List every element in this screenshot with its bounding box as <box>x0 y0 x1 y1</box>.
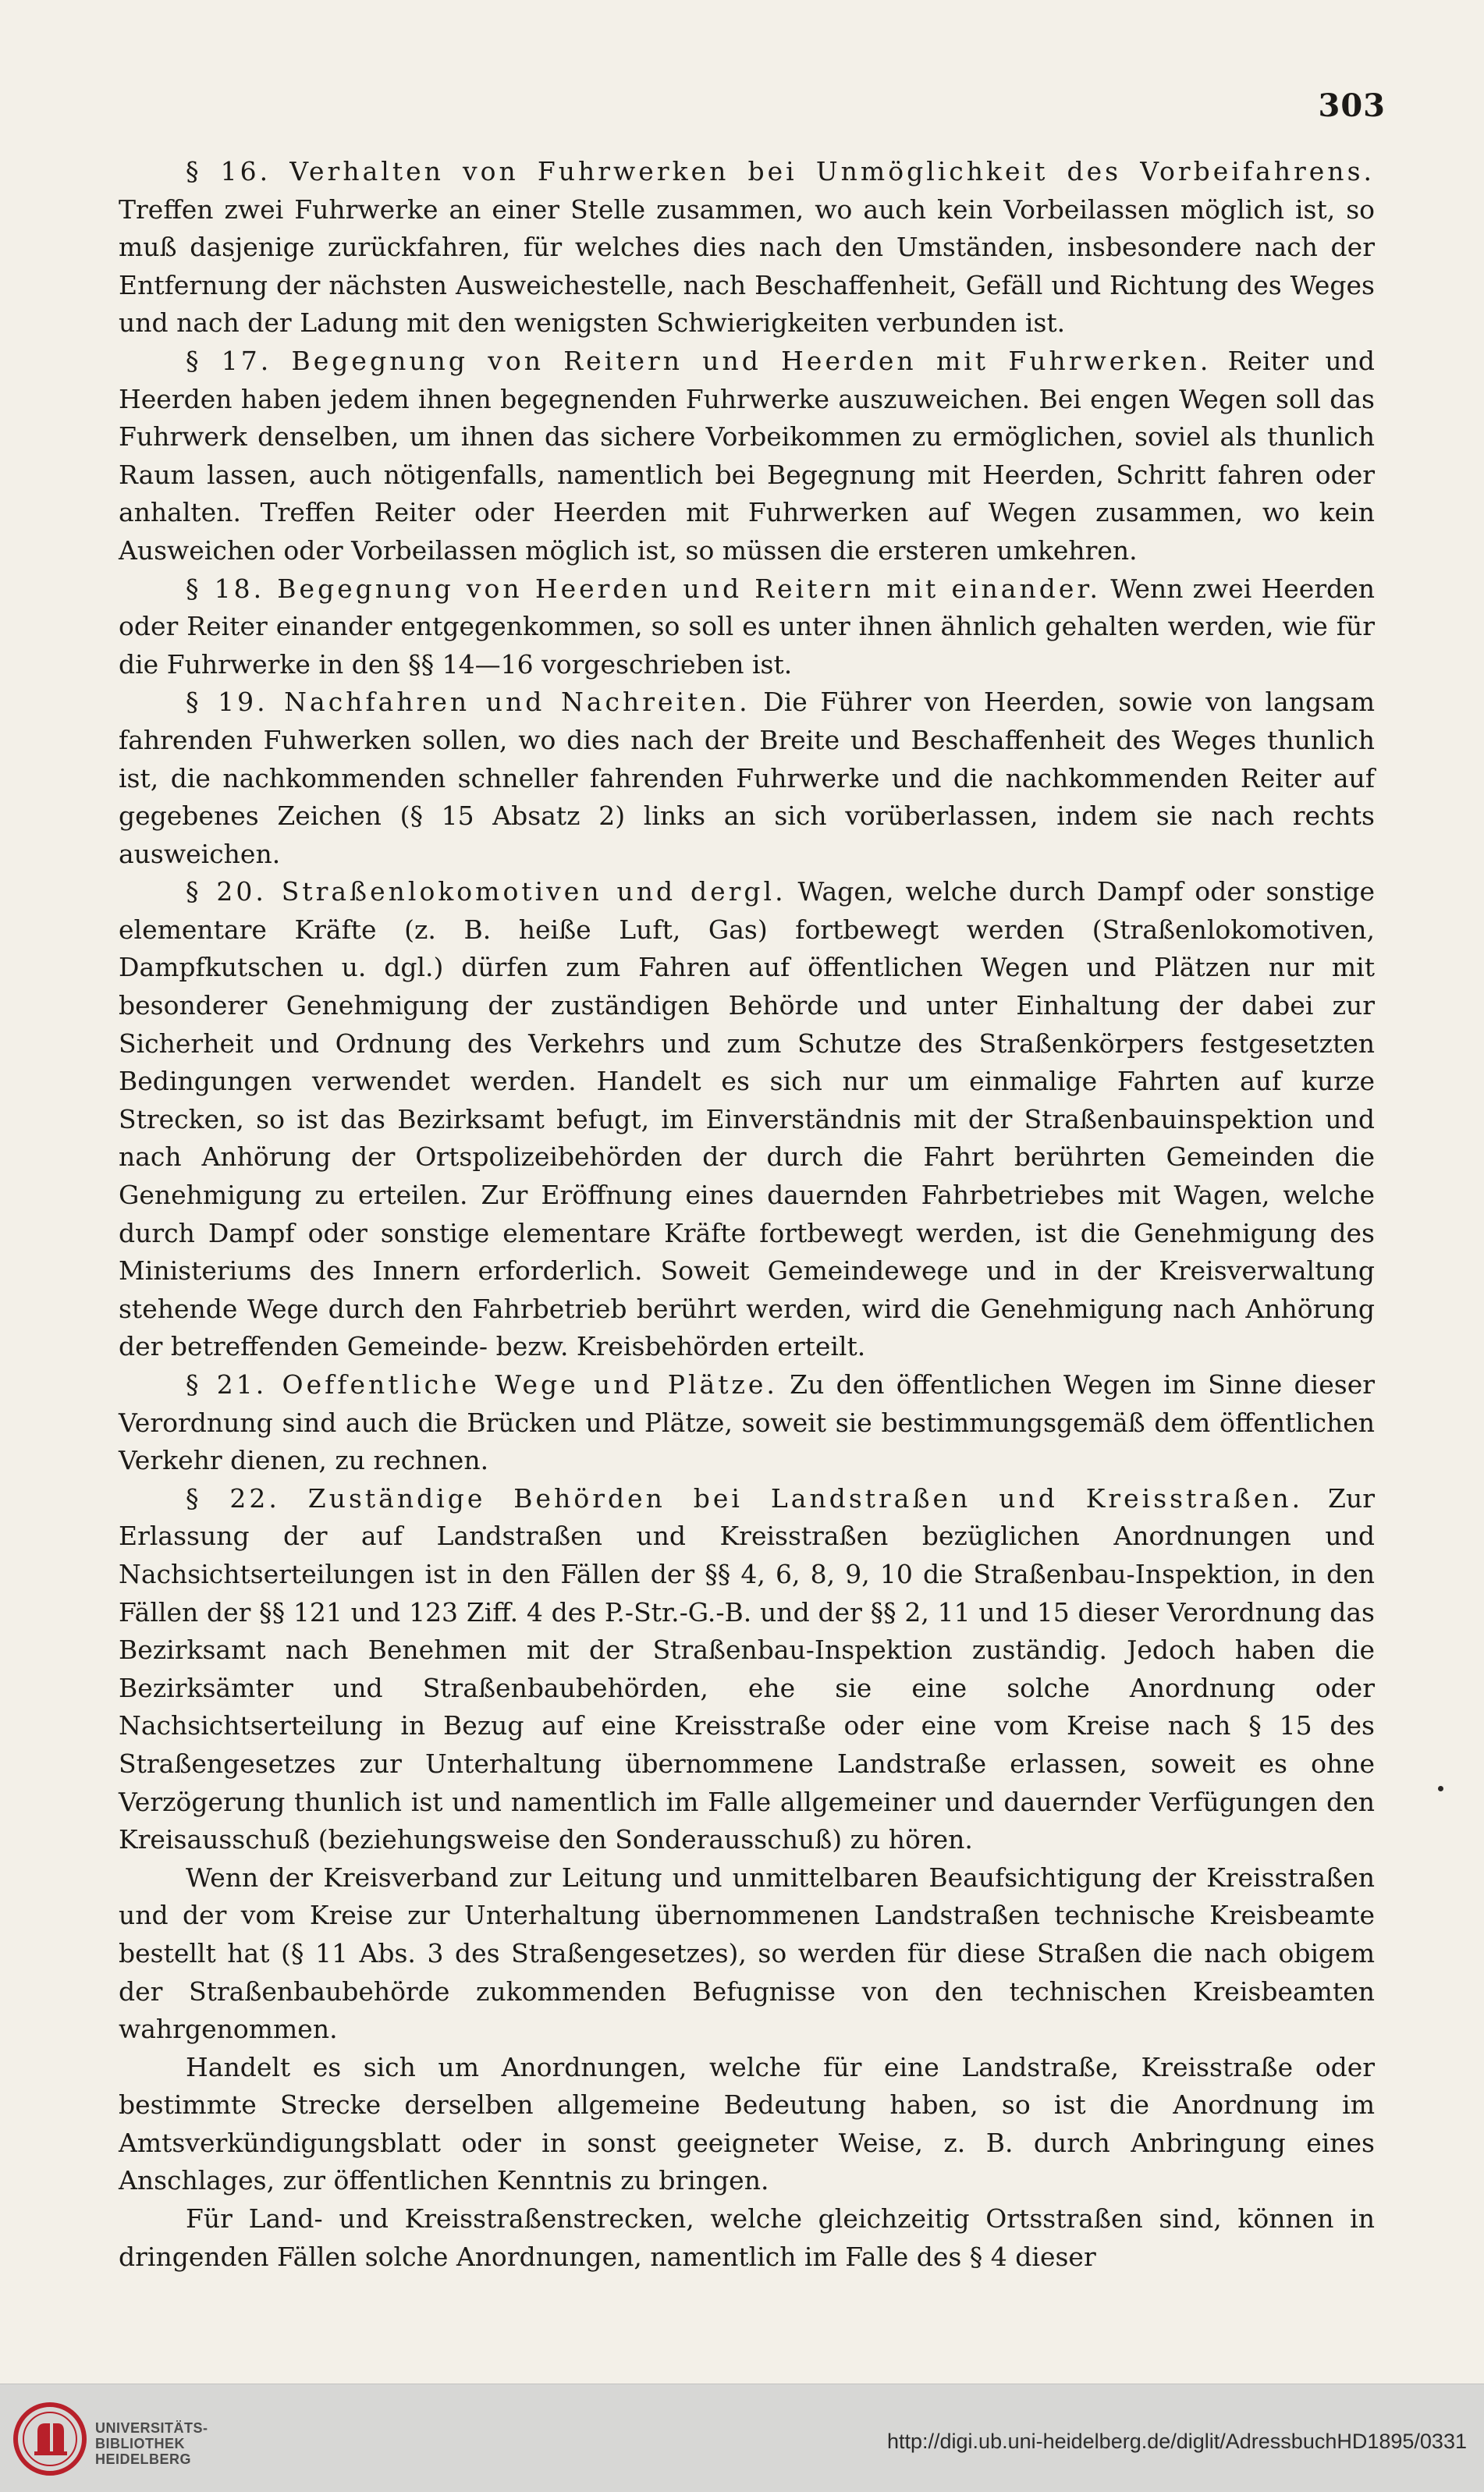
paragraph-text: Die Führer von Heerden, sowie von langsam fahrenden Fuhwerken sollen, wo dies nach der Breite und Beschaffenheit des Weges thunlich ist, die nachkommenden schneller fahrenden Fuhrwerke und die nachkommenden Reiter auf gegebenes Zeichen (§ 15 Absatz 2) links an sich vorüberlassen, indem sie nach rechts ausweichen. <box>119 687 1376 869</box>
source-url-link[interactable]: http://digi.ub.uni-heidelberg.de/diglit/AdressbuchHD1895/0331 <box>886 2430 1467 2453</box>
paragraph-text: Wenn der Kreisverband zur Leitung und unmittelbaren Beaufsichtigung der Kreisstraßen und der vom Kreise zur Unterhaltung übernommenen Landstraßen technische Kreisbeamte bestellt hat (§ 11 Abs. 3 des Straßengesetzes), so werden für diese Straßen die nach obigem der Straßenbaubehörde zukommenden Befugnisse von den technischen Kreisbeamten wahrgenommen. <box>119 1862 1375 2045</box>
paragraph-heading: § 22. Zuständige Behörden bei Landstraßen und Kreisstraßen. <box>186 1482 1304 1514</box>
paragraph-text: Reiter und Heerden haben jedem ihnen begegnenden Fuhrwerke auszuweichen. Bei engen Wegen soll das Fuhrwerk denselben, um ihnen das sichere Vorbeikommen zu ermöglichen, soviel als thunlich Raum lassen, auch nötigenfalls, namentlich bei Begegnung mit Heerden, Schritt fahren oder anhalten. Treffen Reiter oder Heerden mit Fuhrwerken auf Wegen zusammen, wo kein Ausweichen oder Vorbeilassen möglich ist, so müssen die ersteren umkehren. <box>119 345 1375 566</box>
paragraph-text: Handelt es sich um Anordnungen, welche für eine Landstraße, Kreisstraße oder bestimmte Strecke derselben allgemeine Bedeutung haben, so ist die Anordnung im Amtsverkündigungsblatt oder in sonst geeigneter Weise, z. B. durch Anbringung eines Anschlages, zur öffentlichen Kenntnis zu bringen. <box>119 2051 1375 2196</box>
paragraph-22-technical-officers <box>119 1859 1375 2049</box>
paragraph-22-urgent-cases <box>119 2200 1375 2276</box>
paragraph-21 <box>119 1366 1375 1480</box>
paragraph-18 <box>119 570 1375 684</box>
print-speck <box>1438 1786 1443 1791</box>
paragraph-heading: § 20. Straßenlokomotiven und dergl. <box>186 876 786 907</box>
paragraph-heading: § 21. Oeffentliche Wege und Plätze. <box>186 1369 778 1400</box>
paragraph-heading: § 19. Nachfahren und Nachreiten. <box>186 687 751 718</box>
paragraph-text: Treffen zwei Fuhrwerke an einer Stelle zusammen, wo auch kein Vorbeilassen möglich ist, so muß dasjenige zurückfahren, für welches dies nach den Umständen, insbesondere nach der Entfernung der nächsten Ausweichestelle, nach Beschaffenheit, Gefäll und Richtung des Weges und nach der Ladung mit den wenigsten Schwierigkeiten verbunden ist. <box>119 193 1375 339</box>
paragraph-text: Zu den öffentlichen Wegen im Sinne dieser Verordnung sind auch die Brücken und Plätze, soweit sie bestimmungsgemäß dem öffentlichen Verkehr dienen, zu rechnen. <box>119 1369 1376 1476</box>
paragraph-17 <box>119 343 1375 570</box>
paragraph-22 <box>119 1480 1375 1859</box>
paragraph-text: Wenn zwei Heerden oder Reiter einander entgegenkommen, so soll es unter ihnen ähnlich gehalten werden, wie für die Fuhrwerke in den §§ 14—16 vorgeschrieben ist. <box>119 573 1376 680</box>
paragraph-heading: § 18. Begegnung von Heerden und Reitern mit einander. <box>186 573 1102 604</box>
text-body <box>119 153 1375 2276</box>
paragraph-19 <box>119 683 1375 873</box>
page-number: 303 <box>1318 87 1386 124</box>
paragraph-heading: § 16. Verhalten von Fuhrwerken bei Unmöglichkeit des Vorbeifahrens. <box>186 156 1375 186</box>
paragraph-heading: § 17. Begegnung von Reitern und Heerden mit Fuhrwerken. <box>186 345 1212 376</box>
library-name <box>95 2420 208 2467</box>
library-name-line: UNIVERSITÄTS- <box>95 2420 208 2436</box>
paragraph-text: Zur Erlassung der auf Landstraßen und Kreisstraßen bezüglichen Anordnungen und Nachsichtserteilungen ist in den Fällen der §§ 4, 6, 8, 9, 10 die Straßenbau-Inspektion, in den Fällen der §§ 121 und 123 Ziff. 4 des P.-Str.-G.-B. und der §§ 2, 11 und 15 dieser Verordnung das Bezirksamt nach Benehmen mit der Straßenbau-Inspektion zuständig. Jedoch haben die Bezirksämter und Straßenbaubehörden, ehe sie eine solche Anordnung oder Nachsichtserteilung in Bezug auf eine Kreisstraße oder eine vom Kreise nach § 15 des Straßengesetzes zur Unterhaltung übernommene Landstraße erlassen, soweit es ohne Verzögerung thunlich ist und namentlich im Falle allgemeiner und dauernder Verfügungen den Kreisausschuß (beziehungsweise den Sonderausschuß) zu hören. <box>119 1482 1375 1855</box>
paragraph-20 <box>119 873 1375 1366</box>
library-name-line: BIBLIOTHEK <box>95 2436 185 2451</box>
paragraph-text: Für Land- und Kreisstraßenstrecken, welche gleichzeitig Ortsstraßen sind, können in dringenden Fällen solche Anordnungen, namentlich im Falle des § 4 dieser <box>119 2203 1375 2272</box>
footer-bar <box>0 2384 1484 2492</box>
paragraph-22-publication <box>119 2049 1375 2200</box>
paragraph-16 <box>119 153 1375 343</box>
university-seal-icon[interactable] <box>11 2400 89 2478</box>
library-name-line: HEIDELBERG <box>95 2451 192 2467</box>
paragraph-text: Wagen, welche durch Dampf oder sonstige elementare Kräfte (z. B. heiße Luft, Gas) fortbewegt werden (Straßenlokomotiven, Dampfkutschen u. dgl.) dürfen zum Fahren auf öffentlichen Wegen und Plätzen nur mit besonderer Genehmigung der zuständigen Behörde und unter Einhaltung der dabei zur Sicherheit und Ordnung des Verkehrs und zum Schutze des Straßenkörpers festgesetzten Bedingungen verwendet werden. Handelt es sich nur um einmalige Fahrten auf kurze Strecken, so ist das Bezirksamt befugt, im Einverständnis mit der Straßenbauinspektion und nach Anhörung der Ortspolizeibehörden der durch die Fahrt berührten Gemeinden die Genehmigung zu erteilen. Zur Eröffnung eines dauernden Fahrbetriebes mit Wagen, welche durch Dampf oder sonstige elementare Kräfte fortbewegt werden, ist die Genehmigung des Ministeriums des Innern erforderlich. Soweit Gemeindewege und in der Kreisverwaltung stehende Wege durch den Fahrbetrieb berührt werden, wird die Genehmigung nach Anhörung der betreffenden Gemeinde- bezw. Kreisbehörden erteilt. <box>119 876 1376 1362</box>
